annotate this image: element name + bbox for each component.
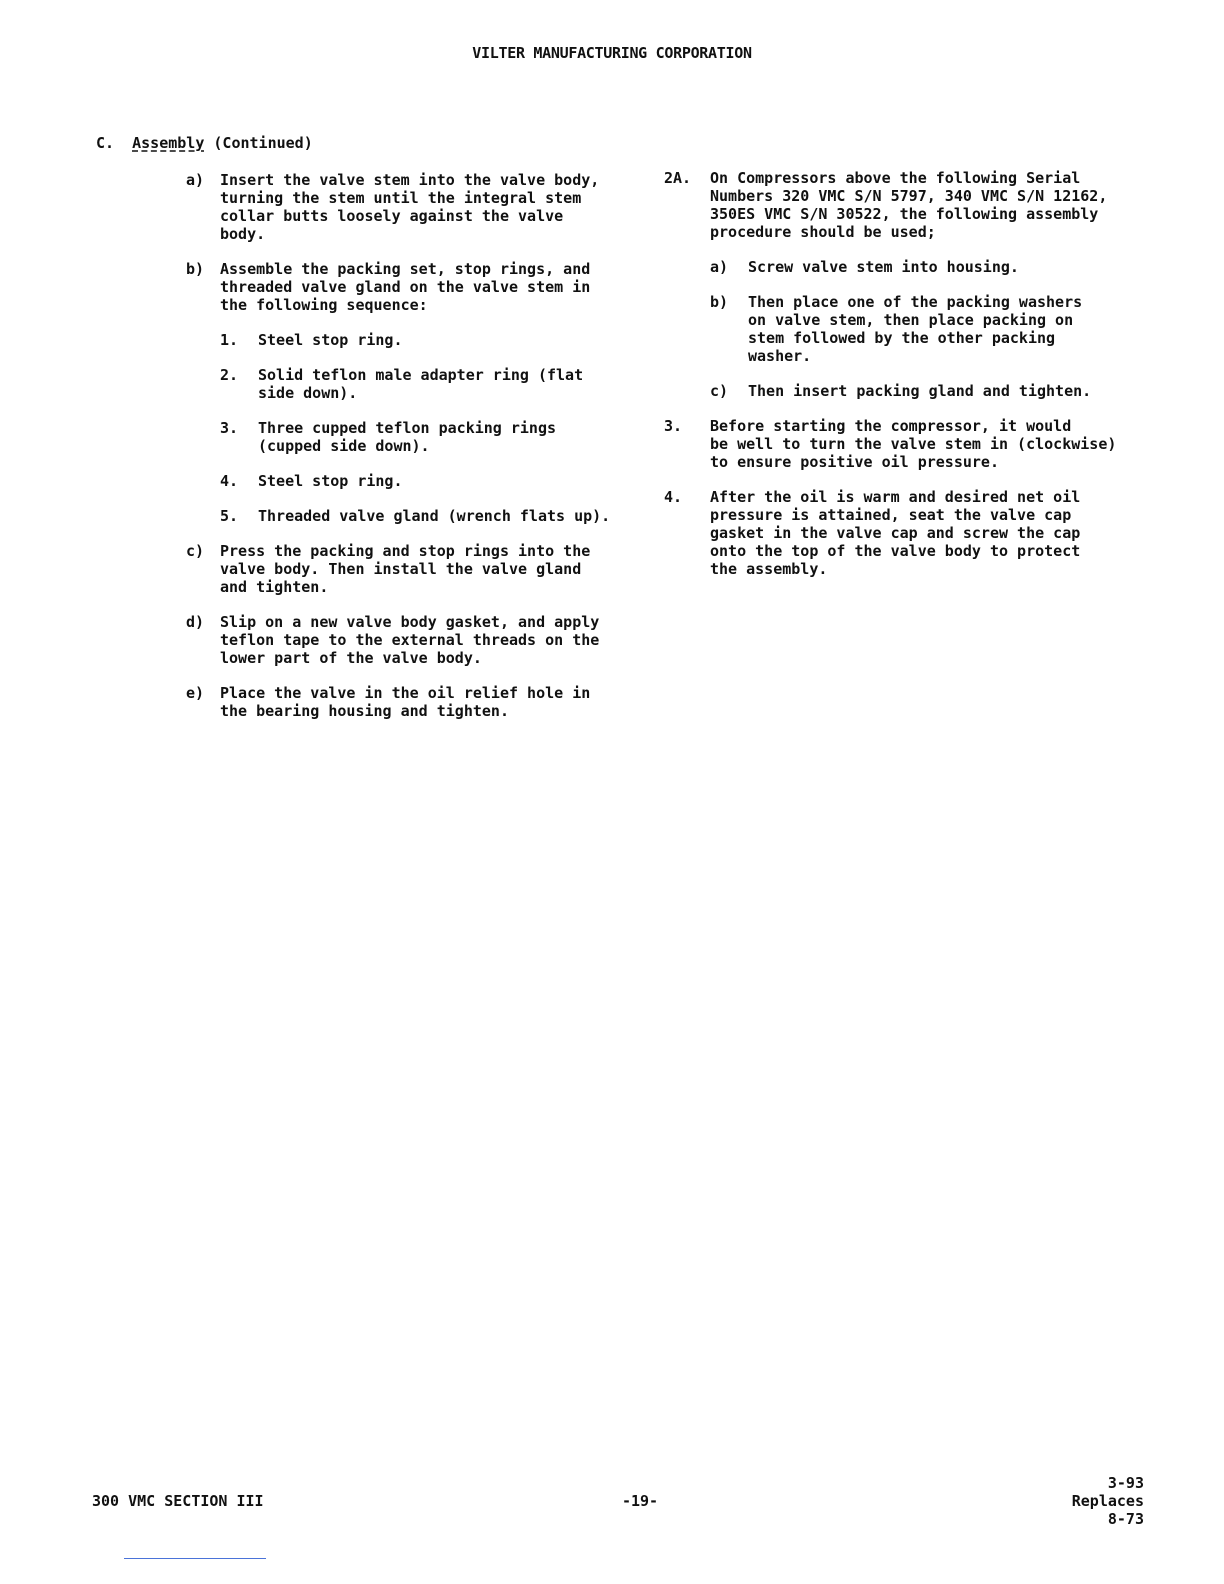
step-text: After the oil is warm and desired net oil pressure is attained, seat the valve cap gasket in the valve cap and screw the cap onto the top of the valve body to protect the assembly. [710,488,1081,578]
procedure-text: Then place one of the packing washers on valve stem, then place packing on stem followed by the other packing washer. [748,293,1083,365]
procedure-text: Then insert packing gland and tighten. [748,382,1092,400]
step-e [186,684,636,720]
page-number: -19- [621,1492,659,1510]
section-heading [96,134,313,152]
step-marker: d) [186,613,205,631]
step-text: Press the packing and stop rings into the valve body. Then install the valve gland and tighten. [220,542,591,596]
procedure-item [710,382,1144,400]
replaces-label: Replaces [1071,1492,1144,1510]
sequence-item [220,366,636,402]
procedure-item [710,258,1144,276]
sequence-text: Solid teflon male adapter ring (flat side down). [258,366,584,402]
footer-rule [124,1558,266,1559]
sequence-marker: 5. [220,507,239,525]
step-c [186,542,636,596]
step-marker: c) [186,542,205,560]
step-marker: 2A. [664,169,692,187]
step-marker: e) [186,684,205,702]
procedure-marker: c) [710,382,729,400]
sequence-item [220,419,636,455]
step-marker: 4. [664,488,683,506]
step-text: Before starting the compressor, it would be well to turn the valve stem in (clockwise) to ensure positive oil pressure. [710,417,1117,471]
revision-date: 3-93 [1107,1474,1144,1492]
step-text: Place the valve in the oil relief hole in the bearing housing and tighten. [220,684,591,720]
right-column [664,169,1144,595]
section-suffix: (Continued) [213,134,313,152]
sequence-text: Steel stop ring. [258,472,403,490]
procedure-marker: a) [710,258,729,276]
sequence-marker: 1. [220,331,239,349]
step-text: On Compressors above the following Serial Numbers 320 VMC S/N 5797, 340 VMC S/N 12162, 350ES VMC S/N 30522, the following assembly procedure should be used; [710,169,1108,241]
sequence-marker: 4. [220,472,239,490]
step-marker: a) [186,171,205,189]
step-3 [664,417,1144,471]
left-column [186,171,636,737]
sequence-item [220,507,636,525]
procedure-marker: b) [710,293,729,311]
step-d [186,613,636,667]
footer-section-label: 300 VMC SECTION III [92,1492,264,1510]
replaced-date: 8-73 [1107,1510,1144,1528]
procedure-item [710,293,1144,365]
sequence-text: Steel stop ring. [258,331,403,349]
sequence-marker: 2. [220,366,239,384]
sequence-text: Three cupped teflon packing rings (cupped side down). [258,419,557,455]
page-header: VILTER MANUFACTURING CORPORATION [472,44,752,62]
revision-block [1072,1474,1144,1528]
step-4 [664,488,1144,578]
step-2a [664,169,1144,241]
step-a [186,171,636,243]
procedure-text: Screw valve stem into housing. [748,258,1019,276]
sequence-marker: 3. [220,419,239,437]
step-marker: 3. [664,417,683,435]
sequence-item [220,472,636,490]
step-text: Insert the valve stem into the valve body, turning the stem until the integral stem collar butts loosely against the valve body. [220,171,600,243]
section-title: Assembly [132,134,205,152]
sequence-item [220,331,636,349]
step-text: Assemble the packing set, stop rings, and threaded valve gland on the valve stem in the following sequence: [220,260,591,314]
step-b [186,260,636,314]
step-text: Slip on a new valve body gasket, and apply teflon tape to the external threads on the lower part of the valve body. [220,613,600,667]
step-marker: b) [186,260,205,278]
section-letter: C. [96,134,115,152]
sequence-text: Threaded valve gland (wrench flats up). [258,507,611,525]
